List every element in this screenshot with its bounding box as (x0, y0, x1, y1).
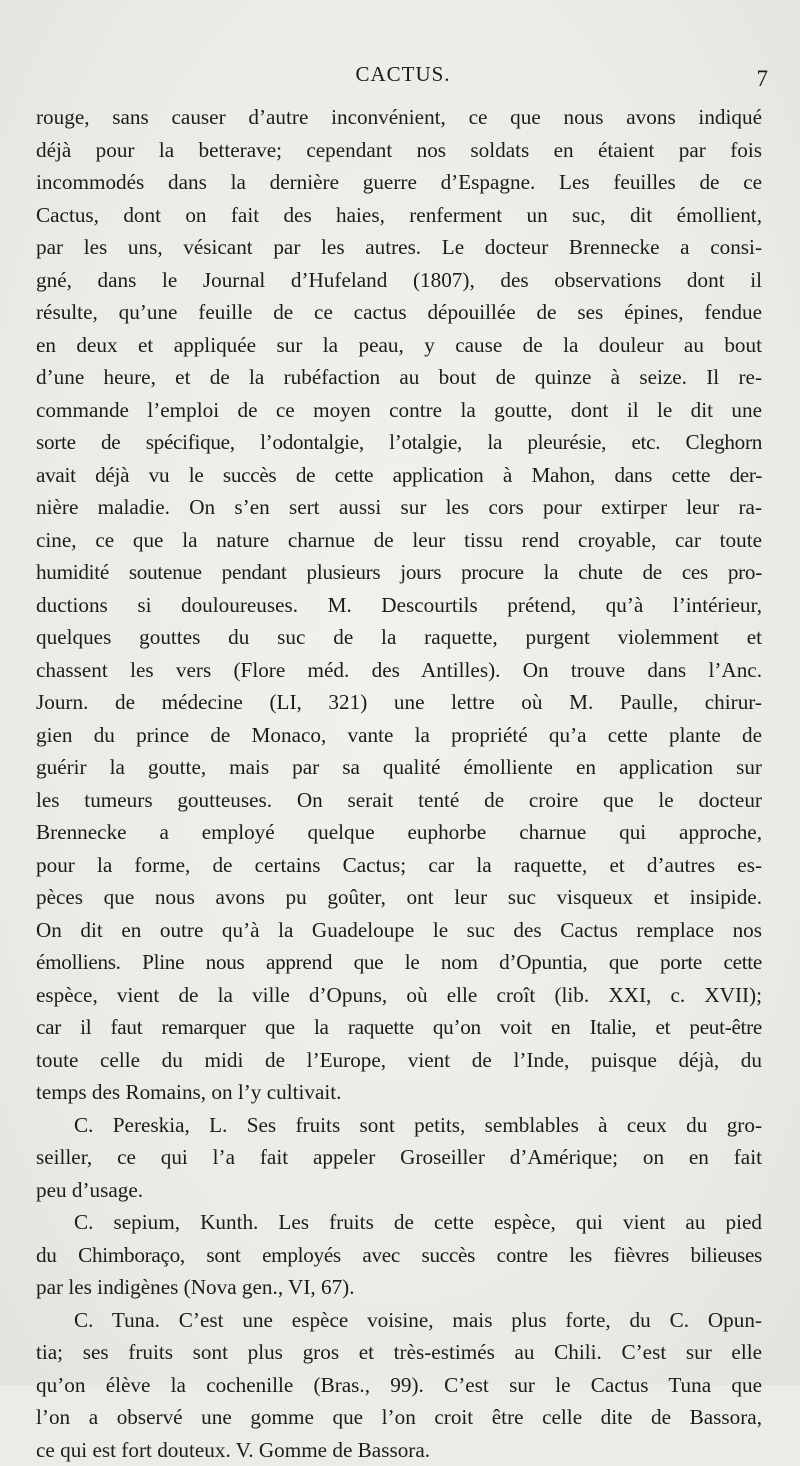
page-number: 7 (757, 66, 769, 92)
text-line: Cactus, dont on fait des haies, renferment un suc, dit émollient, (36, 199, 762, 232)
text-line: pour la forme, de certains Cactus; car la raquette, et d’autres es- (36, 849, 762, 882)
body-text (36, 101, 762, 1466)
text-line: tia; ses fruits sont plus gros et très-estimés au Chili. C’est sur elle (36, 1336, 762, 1369)
text-line: C. Pereskia, L. Ses fruits sont petits, semblables à ceux du gro- (36, 1109, 762, 1142)
text-line: chassent les vers (Flore méd. des Antilles). On trouve dans l’Anc. (36, 654, 762, 687)
text-line: commande l’emploi de ce moyen contre la goutte, dont il le dit une (36, 394, 762, 427)
text-line: quelques gouttes du suc de la raquette, purgent violemment et (36, 621, 762, 654)
text-line: qu’on élève la cochenille (Bras., 99). C’est sur le Cactus Tuna que (36, 1369, 762, 1402)
text-line: cine, ce que la nature charnue de leur tissu rend croyable, car toute (36, 524, 762, 557)
text-line: car il faut remarquer que la raquette qu’on voit en Italie, et peut-être (36, 1011, 762, 1044)
text-line: résulte, qu’une feuille de ce cactus dépouillée de ses épines, fendue (36, 296, 762, 329)
text-line: humidité soutenue pendant plusieurs jours procure la chute de ces pro- (36, 556, 762, 589)
text-line: seiller, ce qui l’a fait appeler Groseiller d’Amérique; on en fait (36, 1141, 762, 1174)
text-line: Journ. de médecine (LI, 321) une lettre où M. Paulle, chirur- (36, 686, 762, 719)
text-line: ce qui est fort douteux. V. Gomme de Bassora. (36, 1434, 762, 1466)
text-line: d’une heure, et de la rubéfaction au bout de quinze à seize. Il re- (36, 361, 762, 394)
text-line: nière maladie. On s’en sert aussi sur les cors pour extirper leur ra- (36, 491, 762, 524)
text-line: guérir la goutte, mais par sa qualité émolliente en application sur (36, 751, 762, 784)
text-line: peu d’usage. (36, 1174, 762, 1207)
text-line: incommodés dans la dernière guerre d’Espagne. Les feuilles de ce (36, 166, 762, 199)
text-line: l’on a observé une gomme que l’on croit être celle dite de Bassora, (36, 1401, 762, 1434)
text-line: du Chimboraço, sont employés avec succès contre les fièvres bilieuses (36, 1239, 762, 1272)
text-line: sorte de spécifique, l’odontalgie, l’otalgie, la pleurésie, etc. Cleghorn (36, 426, 762, 459)
text-line: C. Tuna. C’est une espèce voisine, mais plus forte, du C. Opun- (36, 1304, 762, 1337)
text-line: On dit en outre qu’à la Guadeloupe le suc des Cactus remplace nos (36, 914, 762, 947)
text-line: les tumeurs goutteuses. On serait tenté de croire que le docteur (36, 784, 762, 817)
text-line: toute celle du midi de l’Europe, vient de l’Inde, puisque déjà, du (36, 1044, 762, 1077)
text-line: en deux et appliquée sur la peau, y cause de la douleur au bout (36, 329, 762, 362)
text-line: par les uns, vésicant par les autres. Le docteur Brennecke a consi- (36, 231, 762, 264)
text-line: par les indigènes (Nova gen., VI, 67). (36, 1271, 762, 1304)
text-line: avait déjà vu le succès de cette application à Mahon, dans cette der- (36, 459, 762, 492)
page-header (38, 62, 768, 102)
text-line: émolliens. Pline nous apprend que le nom d’Opuntia, que porte cette (36, 946, 762, 979)
running-title: CACTUS. (38, 62, 768, 87)
text-line: pèces que nous avons pu goûter, ont leur suc visqueux et insipide. (36, 881, 762, 914)
text-line: espèce, vient de la ville d’Opuns, où elle croît (lib. XXI, c. XVII); (36, 979, 762, 1012)
text-line: Brennecke a employé quelque euphorbe charnue qui approche, (36, 816, 762, 849)
text-line: gien du prince de Monaco, vante la propriété qu’a cette plante de (36, 719, 762, 752)
text-line: C. sepium, Kunth. Les fruits de cette espèce, qui vient au pied (36, 1206, 762, 1239)
text-line: rouge, sans causer d’autre inconvénient, ce que nous avons indiqué (36, 101, 762, 134)
text-line: gné, dans le Journal d’Hufeland (1807), des observations dont il (36, 264, 762, 297)
text-line: déjà pour la betterave; cependant nos soldats en étaient par fois (36, 134, 762, 167)
text-line: ductions si douloureuses. M. Descourtils prétend, qu’à l’intérieur, (36, 589, 762, 622)
text-line: temps des Romains, on l’y cultivait. (36, 1076, 762, 1109)
